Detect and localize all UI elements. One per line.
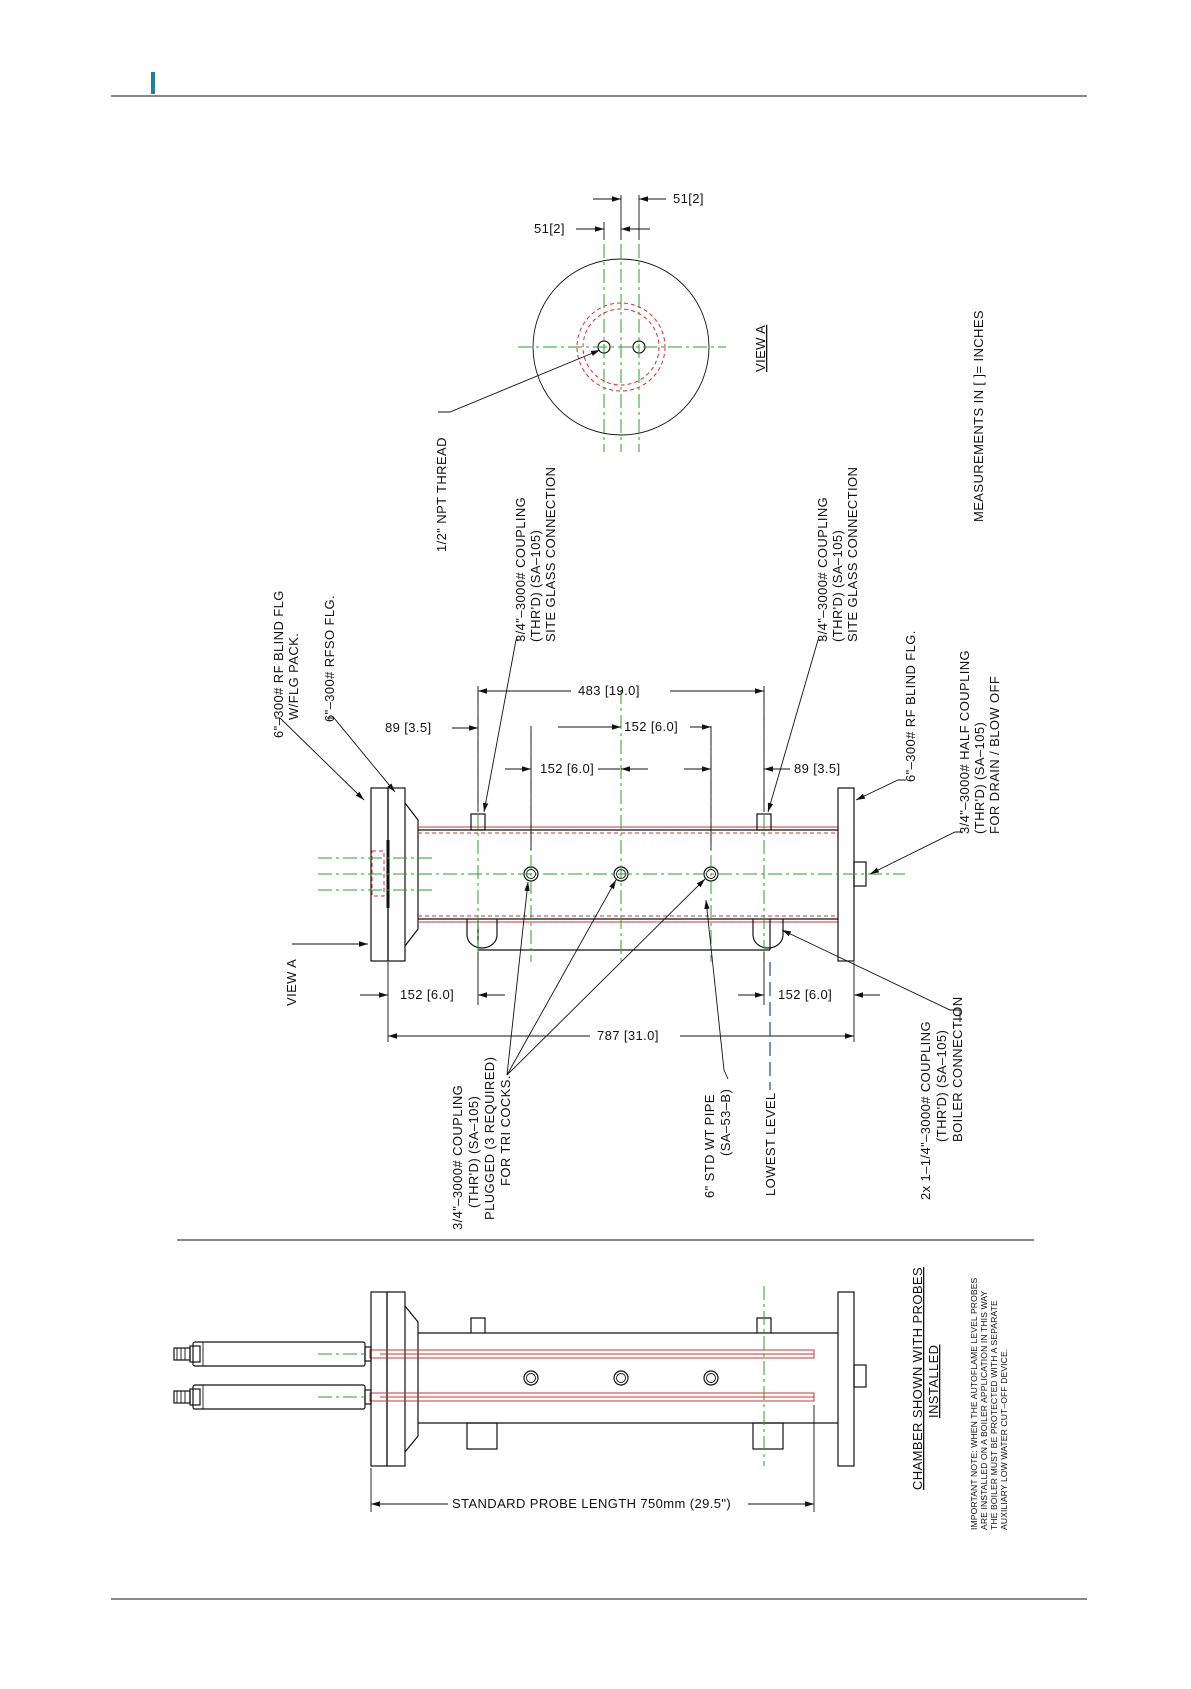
dim-152-bottom-left: 152 [6.0] (400, 987, 455, 1002)
important-note-line4: AUXILIARY LOW WATER CUT–OFF DEVICE. (999, 1348, 1009, 1530)
chamber-with-probes (174, 1286, 866, 1512)
view-a-callout: VIEW A (284, 958, 299, 1006)
lowest-level-label: LOWEST LEVEL (763, 1092, 778, 1196)
chamber-probes-title-line2: INSTALLED (926, 1344, 941, 1418)
npt-thread-label: 1/2" NPT THREAD (434, 437, 449, 552)
dim-152-upper: 152 [6.0] (624, 719, 679, 734)
site-glass-2-line2: (THR'D) (SA–105) (830, 529, 845, 642)
boiler-conn-line1: 2x 1–1/4"–3000# COUPLING (918, 1021, 933, 1200)
tri-cocks-line2: (THR'D) (SA–105) (466, 1095, 481, 1208)
dim-152-lower: 152 [6.0] (540, 761, 595, 776)
blind-flg-label-line2: W/FLG PACK. (286, 632, 301, 720)
dim-787: 787 [31.0] (597, 1028, 659, 1043)
leaders (275, 640, 963, 1079)
site-glass-2-line1: 3/4"–3000# COUPLING (815, 496, 830, 642)
boiler-conn-line2: (THR'D) (SA–105) (934, 1029, 949, 1142)
rf-blind-flg-2-label: 6"–300# RF BLIND FLG. (903, 630, 918, 782)
half-coupling-line2: (THR'D) (SA–105) (972, 721, 987, 834)
tri-cocks-line1: 3/4"–3000# COUPLING (450, 1084, 465, 1230)
view-a-title: VIEW A (753, 324, 768, 372)
important-note-line2: ARE INSTALLED ON A BOILER APPLICATION IN THIS WAY (979, 1290, 989, 1530)
probe-length-dimension: STANDARD PROBE LENGTH 750mm (29.5") (452, 1496, 732, 1511)
view-a-detail (438, 195, 726, 452)
half-coupling-line1: 3/4"–3000# HALF COUPLING (957, 649, 972, 834)
pipe-label-line1: 6" STD WT PIPE (702, 1094, 717, 1198)
dim-51-upper: 51[2] (673, 191, 704, 206)
pipe-label-line2: (SA–53–B) (718, 1088, 733, 1156)
dim-152-bottom-right: 152 [6.0] (778, 987, 833, 1002)
dim-89-left: 89 [3.5] (385, 720, 432, 735)
site-glass-2-line3: SITE GLASS CONNECTION (845, 466, 860, 642)
dim-483: 483 [19.0] (578, 683, 640, 698)
site-glass-1-line3: SITE GLASS CONNECTION (543, 466, 558, 642)
important-note-line1: IMPORTANT NOTE: WHEN THE AUTOFLAME LEVEL PROBES (969, 1277, 979, 1530)
dim-51-lower: 51[2] (534, 221, 565, 236)
chamber-probes-title-line1: CHAMBER SHOWN WITH PROBES (910, 1266, 925, 1490)
header-accent-bar (151, 72, 155, 94)
site-glass-1-line2: (THR'D) (SA–105) (528, 529, 543, 642)
tri-cocks-line3: PLUGGED (3 REQUIRED) (482, 1056, 497, 1220)
boiler-conn-line3: BOILER CONNECTION (950, 996, 965, 1142)
important-note-line3: THE BOILER MUST BE PROTECTED WITH A SEPARATE (989, 1300, 999, 1530)
dim-89-right: 89 [3.5] (794, 761, 841, 776)
measurements-note: MEASUREMENTS IN [ ]= INCHES (971, 310, 986, 522)
rfso-flg-label: 6"–300# RFSO FLG. (322, 594, 337, 722)
tri-cocks-line4: FOR TRI COCKS. (498, 1075, 513, 1186)
blind-flg-label-line1: 6"–300# RF BLIND FLG (271, 590, 286, 738)
half-coupling-line3: FOR DRAIN / BLOW OFF (987, 675, 1002, 834)
site-glass-1-line1: 3/4"–3000# COUPLING (513, 496, 528, 642)
